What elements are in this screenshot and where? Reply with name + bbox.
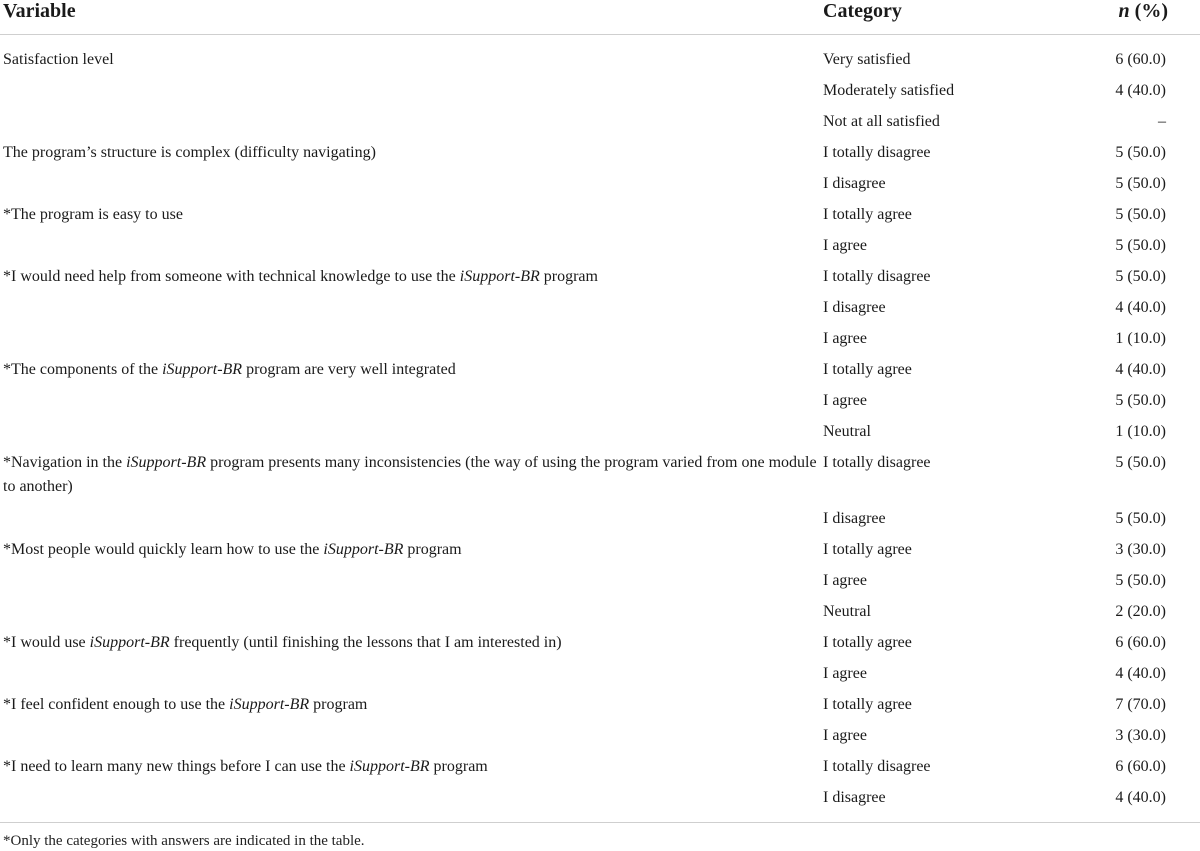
table-row [0,420,1200,451]
table-row [0,389,1200,420]
table-row [0,724,1200,755]
cell-n-percent: 5 (50.0) [1115,454,1166,471]
cell-n-percent: 5 (50.0) [1115,510,1166,527]
cell-category: I totally disagree [823,758,931,775]
table-row [0,662,1200,693]
cell-category: I totally agree [823,634,912,651]
table-bottom-rule [0,822,1200,823]
cell-category: I agree [823,727,867,744]
variable-text: *The components of the [3,361,163,378]
program-name: iSupport-BR [459,268,540,285]
header-n-italic: n [1118,0,1130,22]
cell-n-percent: 5 (50.0) [1115,268,1166,285]
variable-text: program [403,541,462,558]
cell-n-percent: 5 (50.0) [1115,572,1166,589]
cell-category: I agree [823,392,867,409]
cell-n-percent: 5 (50.0) [1115,144,1166,161]
variable-text: program [309,696,368,713]
cell-variable: *The program is easy to use [3,206,183,223]
cell-n-percent: 5 (50.0) [1115,392,1166,409]
variable-text: *I feel confident enough to use the [3,696,230,713]
cell-variable [0,172,823,203]
variable-text: frequently (until finishing the lessons that I am interested in) [169,634,562,651]
table-row [0,631,1200,662]
cell-variable [0,724,823,755]
cell-category: I agree [823,237,867,254]
header-n-percent [1103,0,1200,35]
cell-variable [0,755,823,786]
variable-text: *Navigation in the [3,454,127,471]
cell-category: I totally disagree [823,454,931,471]
cell-category: Moderately satisfied [823,82,955,99]
cell-category: I totally agree [823,696,912,713]
cell-n-percent: 7 (70.0) [1115,696,1166,713]
cell-n-percent: 4 (40.0) [1115,789,1166,806]
cell-n-percent: 4 (40.0) [1115,82,1166,99]
program-name: iSupport-BR [162,361,243,378]
cell-category: Neutral [823,423,871,440]
cell-category: I disagree [823,175,886,192]
table-row [0,600,1200,631]
cell-category: I totally agree [823,541,912,558]
table-row [0,507,1200,538]
cell-category: I totally disagree [823,144,931,161]
table-row [0,203,1200,234]
cell-variable [0,786,823,817]
cell-n-percent: 3 (30.0) [1115,541,1166,558]
cell-variable [0,327,823,358]
cell-n-percent: 1 (10.0) [1115,423,1166,440]
variable-text: program [429,758,488,775]
cell-category: I agree [823,665,867,682]
cell-n-percent: 5 (50.0) [1115,206,1166,223]
cell-n-percent: 3 (30.0) [1115,727,1166,744]
table-row [0,110,1200,141]
cell-variable [0,538,823,569]
table-header-row [0,0,1200,35]
cell-category: I totally agree [823,361,912,378]
table-row [0,358,1200,389]
cell-variable [0,79,823,110]
cell-category: I disagree [823,299,886,316]
table-row [0,265,1200,296]
table-row [0,538,1200,569]
cell-n-percent: 4 (40.0) [1115,299,1166,316]
table-row [0,141,1200,172]
table-row [0,79,1200,110]
variable-text: *I need to learn many new things before I can use the [3,758,350,775]
variable-text: *I would need help from someone with technical knowledge to use the [3,268,460,285]
variable-text: *Most people would quickly learn how to use the [3,541,324,558]
cell-variable [0,234,823,265]
cell-variable [0,265,823,296]
program-name: iSupport-BR [229,696,310,713]
header-variable: Variable [0,0,823,35]
cell-category: I agree [823,572,867,589]
cell-n-percent: – [1158,113,1166,130]
cell-n-percent: 5 (50.0) [1115,175,1166,192]
program-name: iSupport-BR [89,634,170,651]
cell-variable [0,389,823,420]
cell-n-percent: 2 (20.0) [1115,603,1166,620]
cell-category: I totally agree [823,206,912,223]
table-row [0,234,1200,265]
cell-category: I agree [823,330,867,347]
table-row [0,172,1200,203]
cell-category: I disagree [823,510,886,527]
cell-n-percent: 6 (60.0) [1115,758,1166,775]
cell-n-percent: 4 (40.0) [1115,665,1166,682]
program-name: iSupport-BR [349,758,430,775]
cell-category: Neutral [823,603,871,620]
cell-variable [0,569,823,600]
cell-variable: Satisfaction level [3,51,114,68]
variable-text: program presents many inconsistencies (the way of using the program varied from one module to another) [3,454,817,495]
variable-text: program are very well integrated [242,361,456,378]
header-category: Category [823,0,1103,35]
table-row [0,451,1200,507]
table-row [0,296,1200,327]
header-percent: (%) [1129,0,1168,22]
cell-variable [0,358,823,389]
cell-n-percent: 5 (50.0) [1115,237,1166,254]
table-row [0,35,1200,80]
cell-variable [0,296,823,327]
cell-variable [0,600,823,631]
cell-variable [0,631,823,662]
table-row [0,786,1200,817]
cell-variable [0,451,823,507]
variable-text: program [539,268,598,285]
table-row [0,327,1200,358]
cell-variable [0,662,823,693]
cell-n-percent: 1 (10.0) [1115,330,1166,347]
table-footnote: *Only the categories with answers are indicated in the table. [3,833,365,849]
cell-variable [0,693,823,724]
cell-category: Not at all satisfied [823,113,940,130]
variable-text: *I would use [3,634,90,651]
table-row [0,755,1200,786]
cell-category: I totally disagree [823,268,931,285]
cell-n-percent: 6 (60.0) [1115,634,1166,651]
cell-variable [0,110,823,141]
cell-variable [0,507,823,538]
table-body [0,35,1200,818]
cell-category: I disagree [823,789,886,806]
program-name: iSupport-BR [126,454,207,471]
cell-category: Very satisfied [823,51,911,68]
cell-variable [0,420,823,451]
cell-n-percent: 6 (60.0) [1115,51,1166,68]
program-name: iSupport-BR [323,541,404,558]
table-row [0,569,1200,600]
cell-n-percent: 4 (40.0) [1115,361,1166,378]
cell-variable: The program’s structure is complex (difficulty navigating) [3,144,376,161]
table-row [0,693,1200,724]
